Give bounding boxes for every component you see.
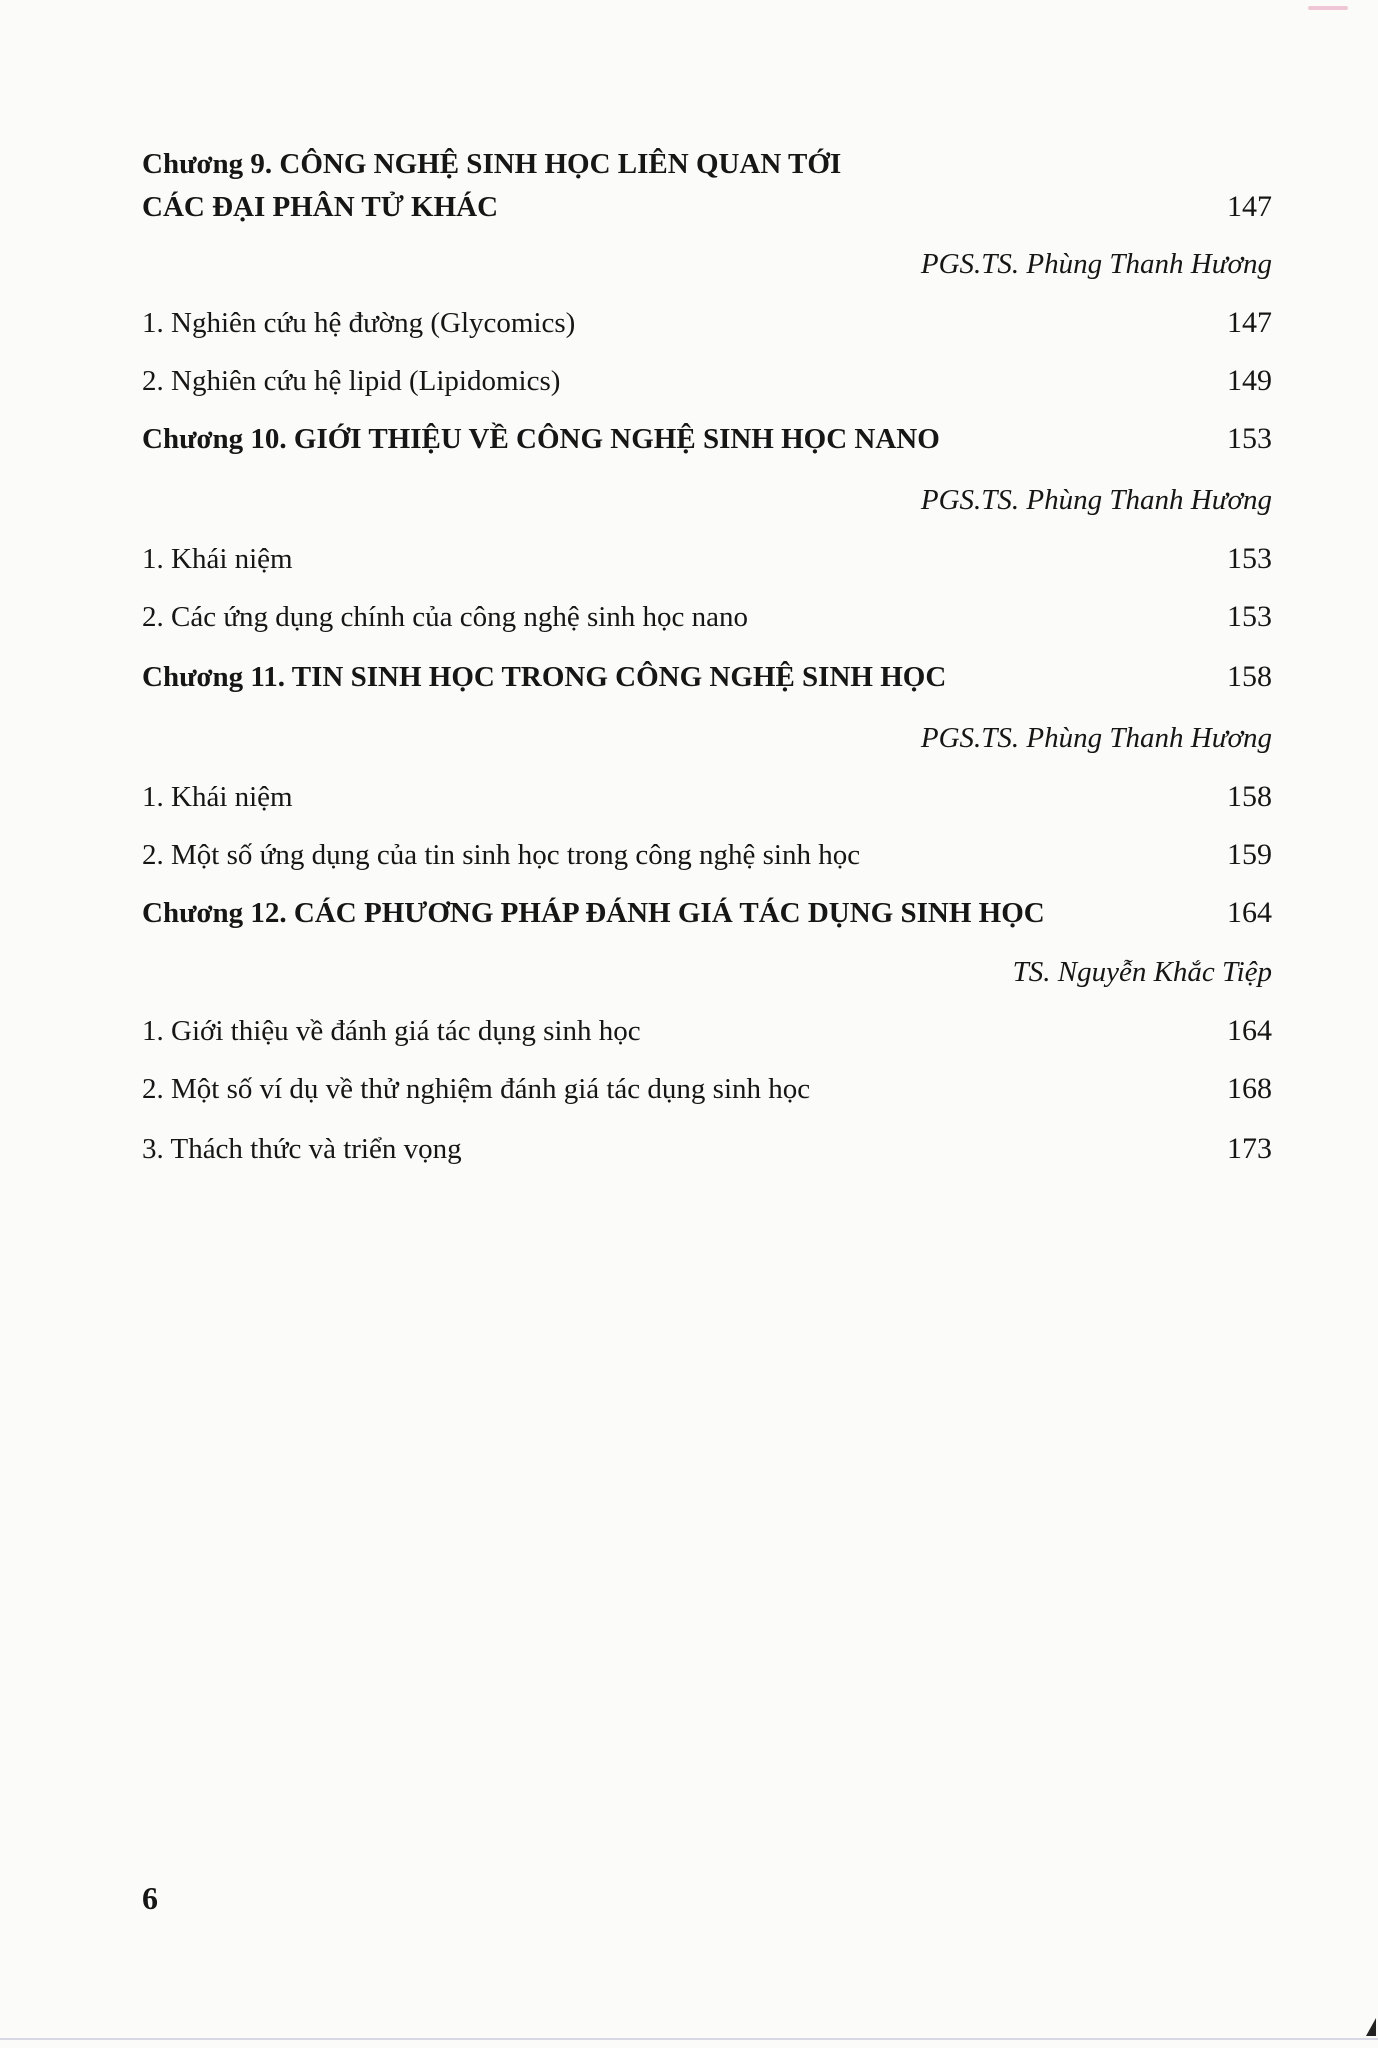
toc-entry-title: 2. Các ứng dụng chính của công nghệ sinh học nano	[142, 601, 749, 633]
toc-entry-page: 158	[1227, 780, 1272, 813]
toc-entry	[142, 542, 1272, 588]
toc-entry-title: 1. Giới thiệu về đánh giá tác dụng sinh học	[142, 1015, 641, 1047]
toc-entry	[142, 1014, 1272, 1060]
scan-corner-mark	[1366, 2018, 1376, 2036]
toc-entry	[142, 364, 1272, 410]
chapter-11-author: PGS.TS. Phùng Thanh Hương	[920, 722, 1272, 754]
chapter-9-heading-line1	[142, 148, 1272, 194]
chapter-9-title-line1: Chương 9. CÔNG NGHỆ SINH HỌC LIÊN QUAN TỚI	[142, 148, 842, 180]
toc-entry-title: 3. Thách thức và triển vọng	[142, 1133, 462, 1165]
toc-entry-page: 164	[1227, 1014, 1272, 1047]
chapter-11-title: Chương 11. TIN SINH HỌC TRONG CÔNG NGHỆ SINH HỌC	[142, 661, 947, 693]
toc-entry-title: 2. Nghiên cứu hệ lipid (Lipidomics)	[142, 365, 561, 397]
chapter-9-heading-line2	[142, 190, 1272, 236]
toc-entry-page: 147	[1227, 306, 1272, 339]
chapter-10-page: 153	[1227, 422, 1272, 455]
toc-entry-page: 168	[1227, 1072, 1272, 1105]
toc-entry-page: 159	[1227, 838, 1272, 871]
scan-mark	[1308, 6, 1348, 10]
chapter-12-author: TS. Nguyễn Khắc Tiệp	[1012, 956, 1272, 988]
chapter-12-heading	[142, 896, 1272, 942]
chapter-9-author: PGS.TS. Phùng Thanh Hương	[920, 248, 1272, 280]
toc-entry	[142, 1132, 1272, 1178]
toc-entry	[142, 780, 1272, 826]
toc-entry-page: 173	[1227, 1132, 1272, 1165]
chapter-9-page: 147	[1227, 190, 1272, 223]
toc-entry-title: 2. Một số ví dụ về thử nghiệm đánh giá tác dụng sinh học	[142, 1073, 811, 1105]
toc-entry	[142, 600, 1272, 646]
toc-entry-title: 1. Khái niệm	[142, 543, 293, 575]
toc-entry-title: 2. Một số ứng dụng của tin sinh học trong công nghệ sinh học	[142, 839, 861, 871]
chapter-11-heading	[142, 660, 1272, 706]
chapter-10-title: Chương 10. GIỚI THIỆU VỀ CÔNG NGHỆ SINH HỌC NANO	[142, 423, 940, 455]
toc-entry	[142, 1072, 1272, 1118]
chapter-10-heading	[142, 422, 1272, 468]
toc-entry-page: 153	[1227, 542, 1272, 575]
toc-entry	[142, 838, 1272, 884]
toc-entry-page: 149	[1227, 364, 1272, 397]
toc-entry-title: 1. Nghiên cứu hệ đường (Glycomics)	[142, 307, 576, 339]
toc-entry-title: 1. Khái niệm	[142, 781, 293, 813]
chapter-12-page: 164	[1227, 896, 1272, 929]
chapter-10-author: PGS.TS. Phùng Thanh Hương	[920, 484, 1272, 516]
chapter-9-title-line2: CÁC ĐẠI PHÂN TỬ KHÁC	[142, 191, 499, 223]
chapter-11-page: 158	[1227, 660, 1272, 693]
toc-entry	[142, 306, 1272, 352]
page-number: 6	[142, 1880, 158, 1916]
toc-entry-page: 153	[1227, 600, 1272, 633]
scan-bottom-edge	[0, 2038, 1378, 2040]
chapter-12-title: Chương 12. CÁC PHƯƠNG PHÁP ĐÁNH GIÁ TÁC DỤNG SINH HỌC	[142, 897, 1045, 929]
